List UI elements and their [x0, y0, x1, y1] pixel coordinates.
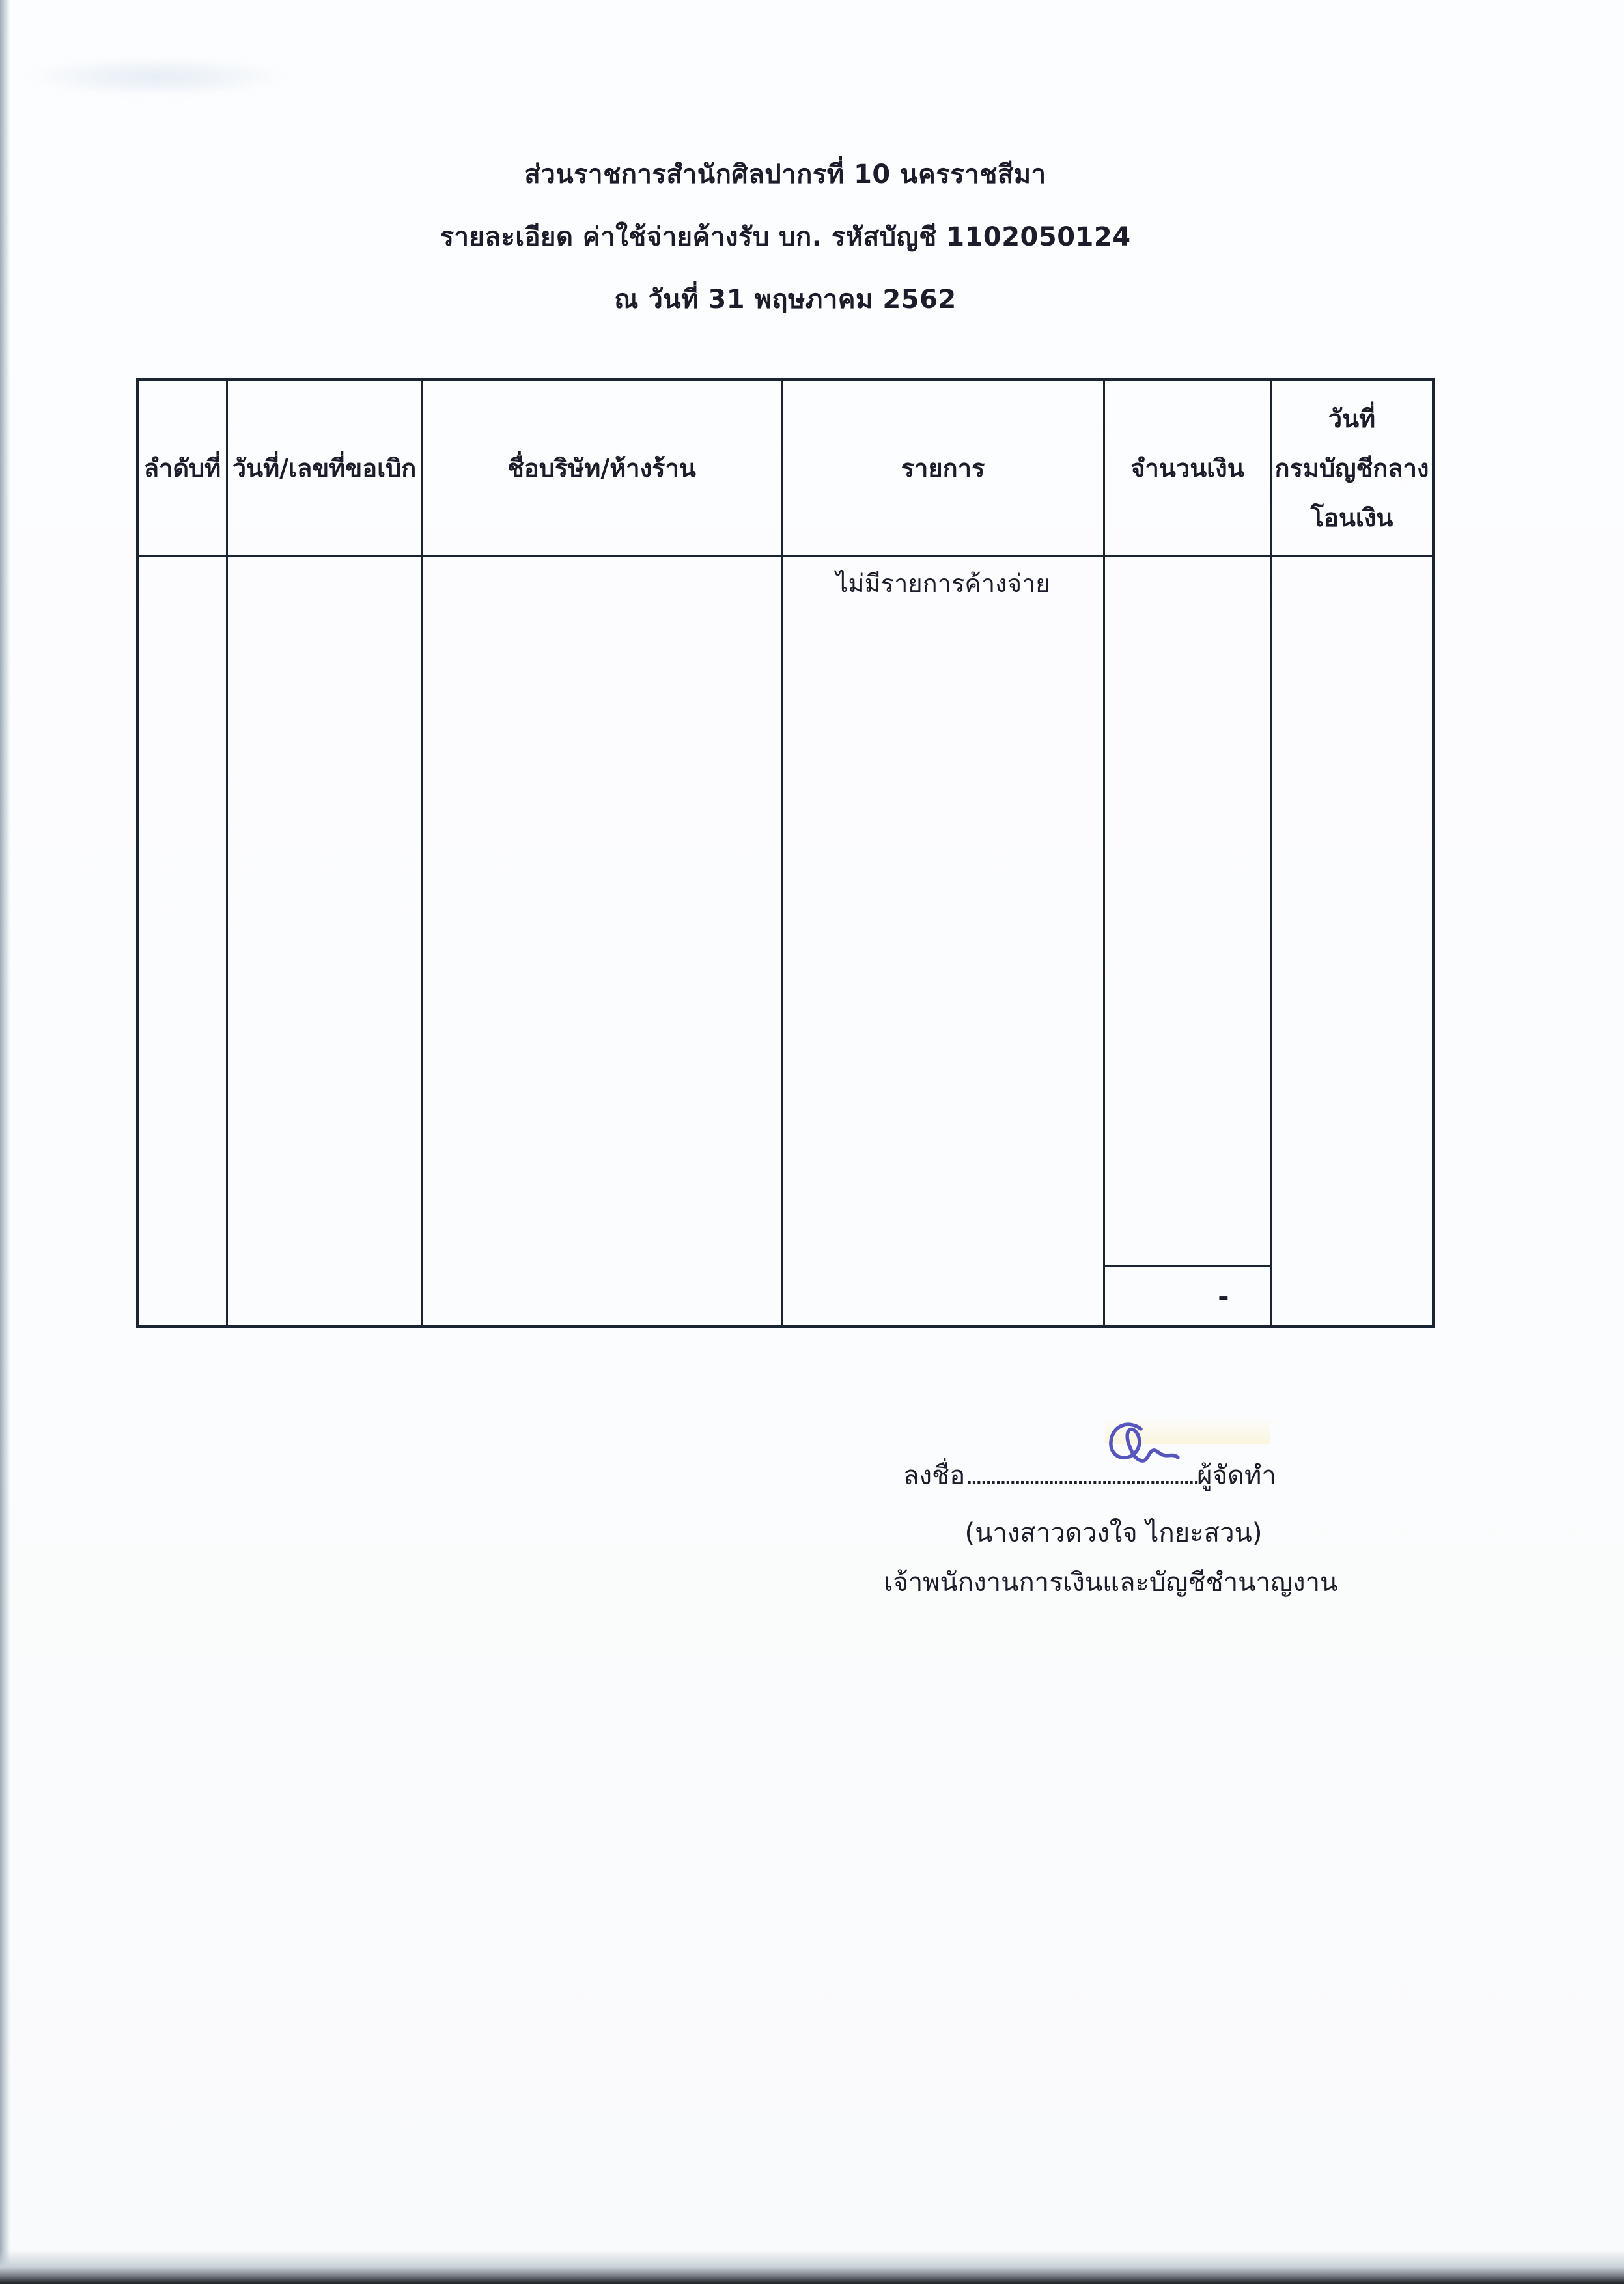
- signer-name: (นางสาวดวงใจ ไกยะสวน): [964, 1518, 1263, 1548]
- scan-left-edge-shadow: [0, 0, 10, 2284]
- body-cell-company: [423, 557, 783, 1325]
- sign-dotted-rule: ................................................: [965, 1461, 1197, 1491]
- body-cell-amount: [1105, 557, 1272, 1325]
- body-cell-date-doc-no: [228, 557, 423, 1325]
- no-items-note: ไม่มีรายการค้างจ่าย: [835, 569, 1050, 598]
- signer-position: เจ้าพนักงานการเงินและบัญชีชำนาญงาน: [884, 1568, 1338, 1598]
- body-cell-sequence: [139, 557, 228, 1325]
- col-header-amount: จำนวนเงิน: [1105, 381, 1272, 557]
- sign-here-line: [903, 1458, 1276, 1494]
- body-cell-description: [783, 557, 1105, 1325]
- col-header-sequence: ลำดับที่: [139, 381, 228, 557]
- body-cell-transfer-date: [1272, 557, 1432, 1325]
- title-report: รายละเอียด ค่าใช้จ่ายค้างรับ บก. รหัสบัญชี 1102050124: [440, 222, 1131, 252]
- col-header-description: รายการ: [783, 381, 1105, 557]
- total-amount-value: -: [1218, 1280, 1229, 1312]
- title-agency: ส่วนราชการสำนักศิลปากรที่ 10 นครราชสีมา: [524, 160, 1046, 190]
- total-amount-cell: [1103, 1265, 1272, 1325]
- expense-table: [136, 378, 1435, 1328]
- col-header-transfer-date: [1272, 381, 1432, 557]
- title-date: ณ วันที่ 31 พฤษภาคม 2562: [614, 285, 957, 315]
- sign-prefix: ลงชื่อ: [903, 1461, 966, 1491]
- col-header-date-doc-no: วันที่/เลขที่ขอเบิก: [228, 381, 423, 557]
- sign-suffix: ผู้จัดทำ: [1197, 1461, 1276, 1491]
- scan-bottom-edge-shadow: [0, 2250, 1624, 2284]
- col-header-transfer-date-lines: วันที่ กรมบัญชีกลาง โอนเงิน: [1274, 404, 1429, 532]
- scan-smudge: [20, 57, 293, 96]
- col-header-company: ชื่อบริษัท/ห้างร้าน: [423, 381, 783, 557]
